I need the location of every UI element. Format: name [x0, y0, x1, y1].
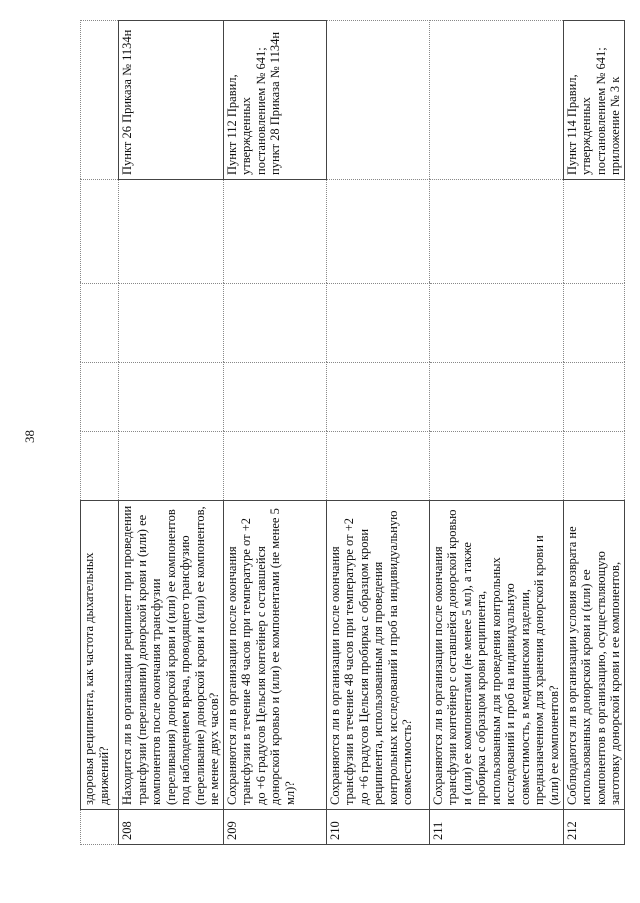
answer-na-cell: [81, 284, 119, 363]
table-row: [119, 21, 224, 845]
table-row: [81, 21, 119, 845]
row-number-cell: 209: [223, 810, 326, 845]
question-cell: Соблюдаются ли в организации условия возврата не использованных донорской крови и (или) ее компонентов в организацию, осуществляющую заготовку донорской крови и ее компонентов,: [563, 501, 624, 810]
reference-cell: [326, 21, 429, 180]
table-row: [563, 21, 624, 845]
question-cell: Сохраняются ли в организации после окончания трансфузии контейнер с оставшейся донорской кровью и (или) ее компонентами (не менее 5 мл), а также пробирка с образцом крови реципиента, использованным для проведения контрольных исследований и проб на индивидуальную совместимость, в медицинском изделии, предназначенном для хранения донорской крови и (или) ее компонентов?: [429, 501, 563, 810]
answer-yes-cell: [81, 432, 119, 501]
checklist-table-wrapper: [80, 29, 622, 845]
row-number-cell: 212: [563, 810, 624, 845]
reference-cell: Пункт 112 Правил, утвержденных постановлением № 641; пункт 28 Приказа № 1134н: [223, 21, 326, 180]
table-row: [326, 21, 429, 845]
reference-cell: [81, 21, 119, 180]
reference-cell: Пункт 26 Приказа № 1134н: [119, 21, 224, 180]
answer-no-cell: [119, 363, 224, 432]
answer-na-cell: [429, 284, 563, 363]
row-number-cell: 210: [326, 810, 429, 845]
table-row: [429, 21, 563, 845]
reference-cell: Пункт 114 Правил, утвержденных постановлением № 641; приложение № 3 к: [563, 21, 624, 180]
answer-yes-cell: [326, 432, 429, 501]
note-cell: [326, 180, 429, 284]
answer-na-cell: [119, 284, 224, 363]
answer-na-cell: [563, 284, 624, 363]
checklist-table: [80, 20, 625, 845]
answer-yes-cell: [223, 432, 326, 501]
answer-no-cell: [563, 363, 624, 432]
reference-cell: [429, 21, 563, 180]
note-cell: [223, 180, 326, 284]
note-cell: [563, 180, 624, 284]
table-row: [223, 21, 326, 845]
answer-yes-cell: [429, 432, 563, 501]
answer-no-cell: [81, 363, 119, 432]
row-number-cell: [81, 810, 119, 845]
answer-na-cell: [223, 284, 326, 363]
answer-yes-cell: [563, 432, 624, 501]
row-number-cell: 211: [429, 810, 563, 845]
answer-no-cell: [326, 363, 429, 432]
note-cell: [119, 180, 224, 284]
question-cell: Сохраняются ли в организации после окончания трансфузии в течение 48 часов при температуре от +2 до +6 градусов Цельсия контейнер с оставшейся донорской кровью и (или) ее компонентами (не менее 5 мл)?: [223, 501, 326, 810]
answer-na-cell: [326, 284, 429, 363]
answer-yes-cell: [119, 432, 224, 501]
note-cell: [429, 180, 563, 284]
answer-no-cell: [223, 363, 326, 432]
note-cell: [81, 180, 119, 284]
row-number-cell: 208: [119, 810, 224, 845]
question-cell: Находится ли в организации реципиент при проведении трансфузии (переливании) донорской крови и (или) ее компонентов после окончания трансфузии (переливания) донорской крови и (или) ее компонентов под наблюдением врача, проводящего трансфузию (переливание) донорской крови и (или) ее компонентов, не менее двух часов?: [119, 501, 224, 810]
page-number: 38: [22, 430, 37, 443]
question-cell: Сохраняются ли в организации после окончания трансфузии в течение 48 часов при температуре от +2 до +6 градусов Цельсия пробирка с образцом крови реципиента, использованным для проведения контрольных исследований и проб на индивидуальную совместимость?: [326, 501, 429, 810]
answer-no-cell: [429, 363, 563, 432]
question-cell: здоровья реципиента, как частота дыхательных движений?: [81, 501, 119, 810]
